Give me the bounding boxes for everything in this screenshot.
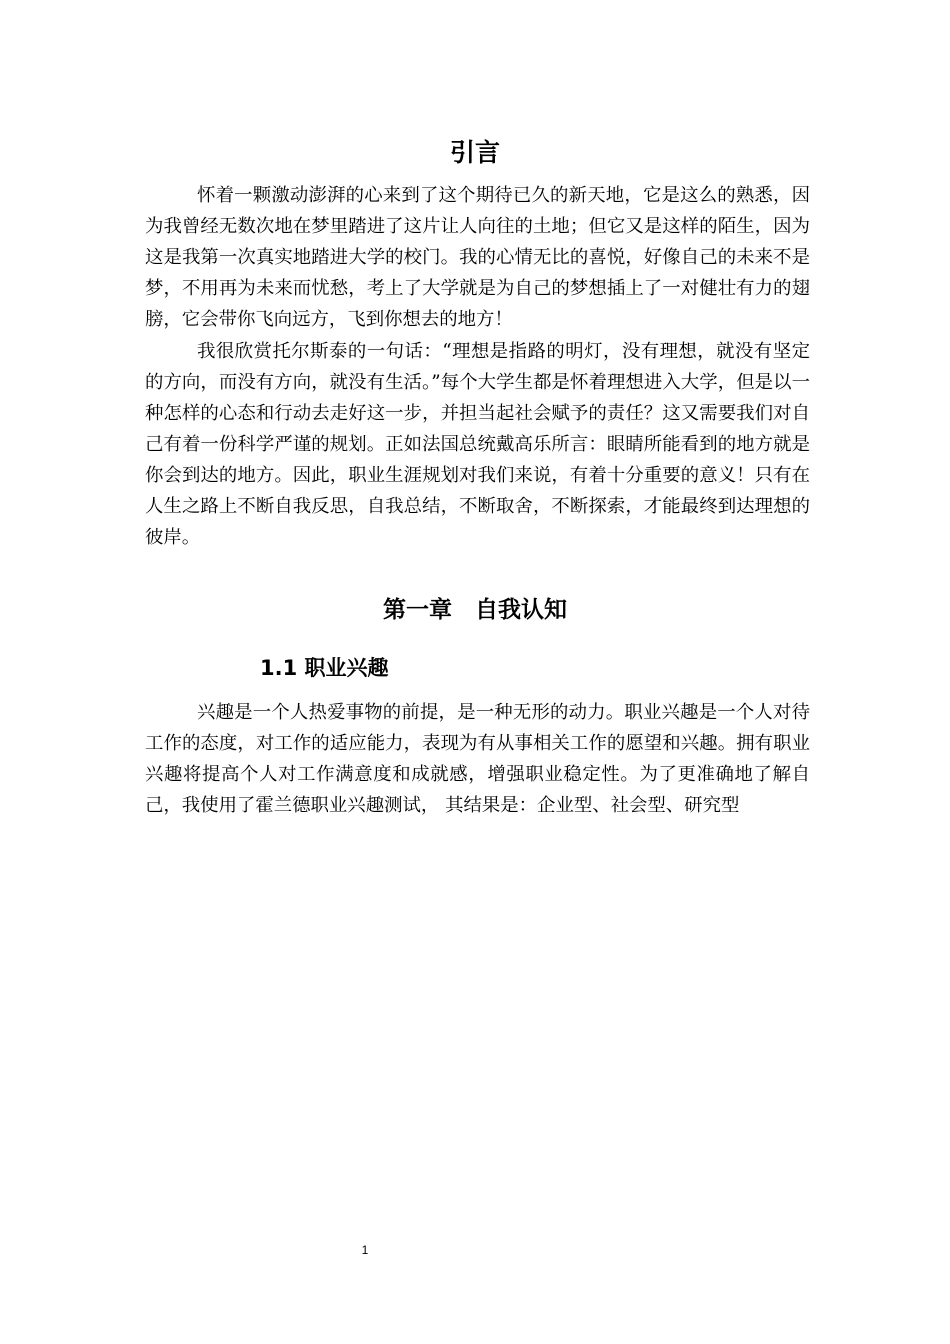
intro-paragraph-2: 我很欣赏托尔斯泰的一句话：“理想是指路的明灯，没有理想，就没有坚定的方向，而没有方向，就没有生活。”每个大学生都是怀着理想进入大学，但是以一种怎样的心态和行动去走好这一步，并担当起社会赋予的责任？这又需要我们对自己有着一份科学严谨的规划。正如法国总统戴高乐所言：眼睛所能看到的地方就是你会到达的地方。因此，职业生涯规划对我们来说，有着十分重要的意义！只有在人生之路上不断自我反思，自我总结，不断取舍，不断探索，才能最终到达理想的彼岸。 xyxy=(145,341,810,548)
intro-paragraph-1: 怀着一颗激动澎湃的心来到了这个期待已久的新天地，它是这么的熟悉，因为我曾经无数次地在梦里踏进了这片让人向往的土地；但它又是这样的陌生，因为这是我第一次真实地踏进大学的校门。我的心情无比的喜悦，好像自己的未来不是梦，不用再为未来而忧愁，考上了大学就是为自己的梦想插上了一对健壮有力的翅膀，它会带你飞向远方，飞到你想去的地方！ xyxy=(145,185,810,330)
section-paragraph: 兴趣是一个人热爱事物的前提，是一种无形的动力。职业兴趣是一个人对待工作的态度，对工作的适应能力，表现为有从事相关工作的愿望和兴趣。拥有职业兴趣将提高个人对工作满意度和成就感，增强职业稳定性。为了更准确地了解自己，我使用了霍兰德职业兴趣测试， 其结果是：企业型、社会型、研究型 xyxy=(145,702,810,816)
intro-title: 引言 xyxy=(449,138,500,167)
section-title: 1.1 职业兴趣 xyxy=(260,656,389,680)
page-number: 1 xyxy=(361,1243,369,1257)
chapter-title: 第一章 自我认知 xyxy=(383,597,567,623)
